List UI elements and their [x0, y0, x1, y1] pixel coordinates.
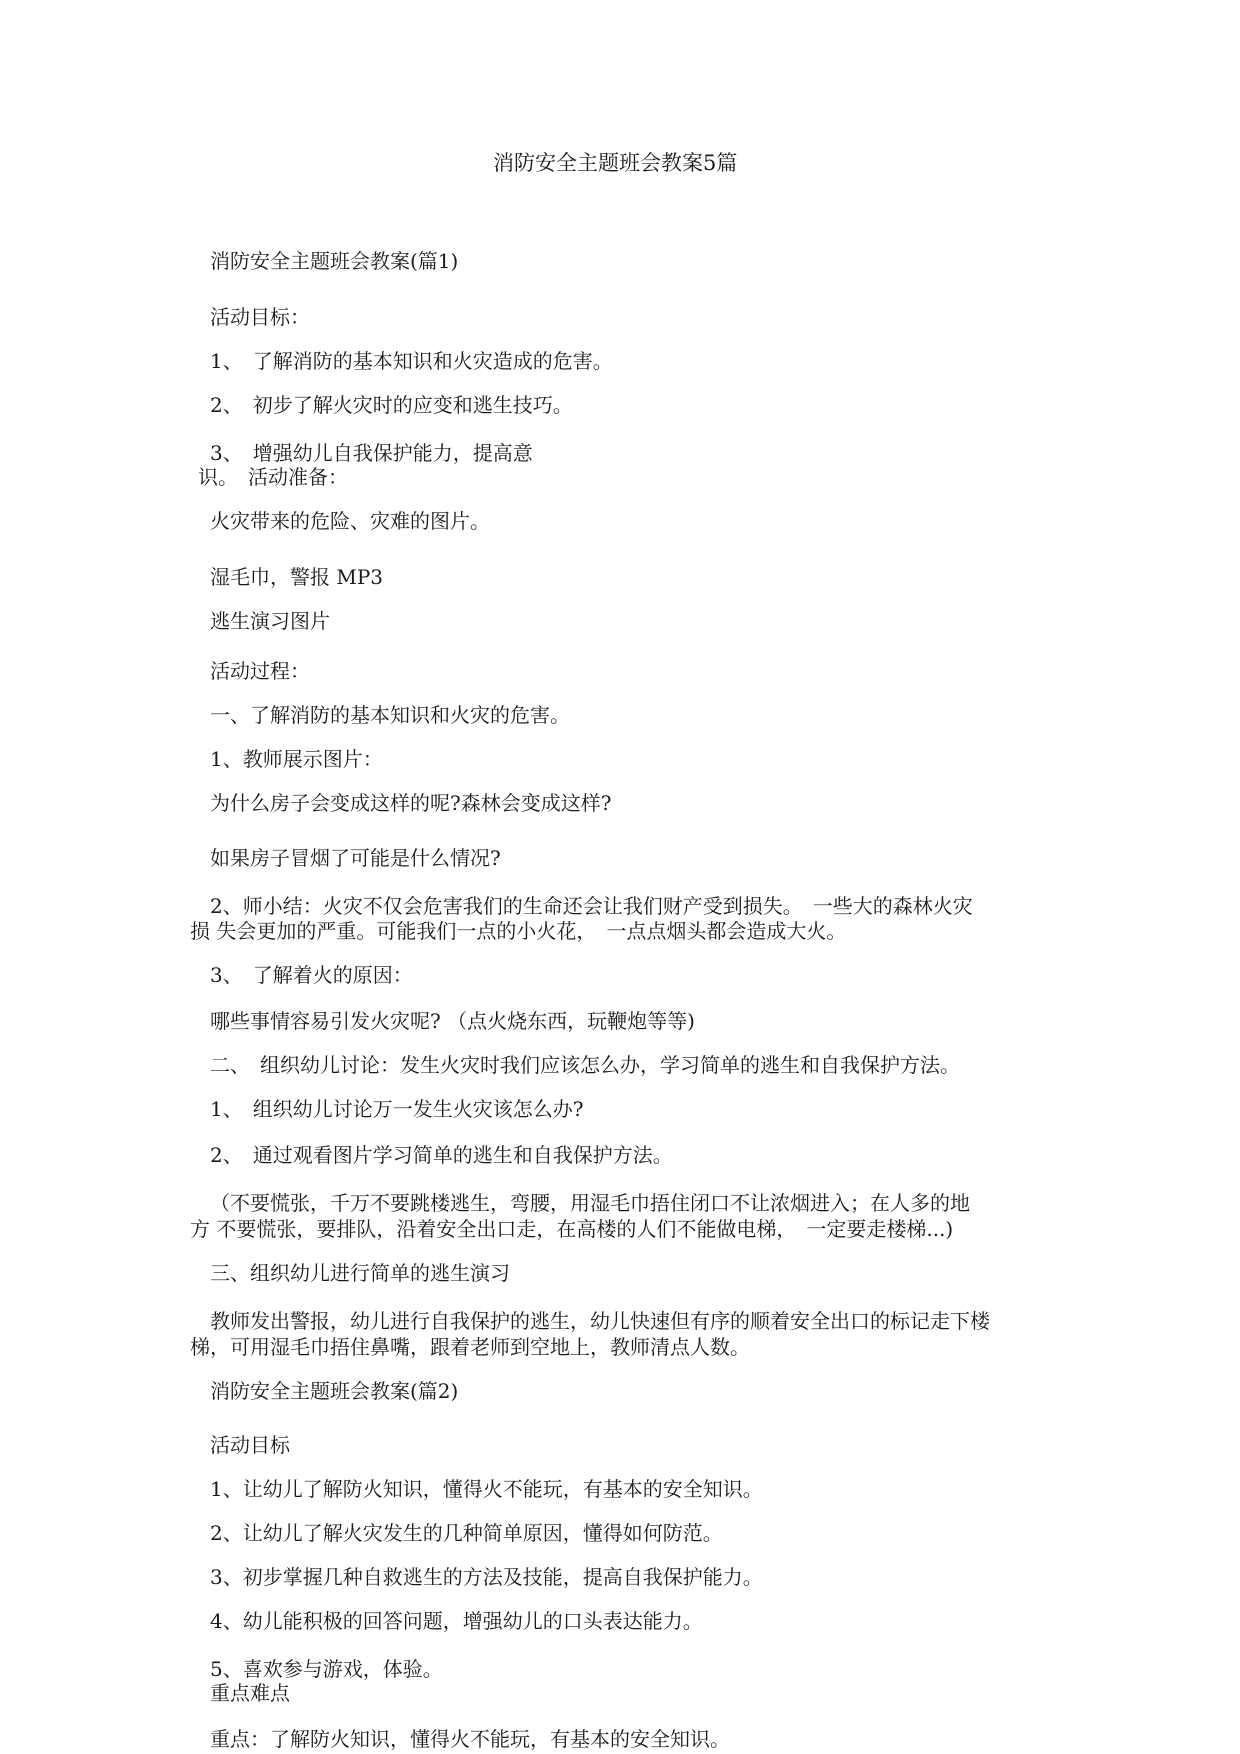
paragraph: 活动目标：	[210, 305, 310, 329]
paragraph: 如果房子冒烟了可能是什么情况?	[210, 846, 501, 870]
list-item: 1、 组织幼儿讨论万一发生火灾该怎么办?	[210, 1097, 584, 1121]
paragraph: 2、师小结：火灾不仅会危害我们的生命还会让我们财产受到损失。 一些大的森林火灾	[210, 894, 973, 918]
paragraph: 活动过程：	[210, 659, 310, 683]
list-item: 1、让幼儿了解防火知识，懂得火不能玩，有基本的安全知识。	[210, 1477, 763, 1501]
paragraph: 重点：了解防火知识，懂得火不能玩，有基本的安全知识。	[210, 1727, 730, 1751]
section-heading: 消防安全主题班会教案(篇1)	[210, 249, 459, 273]
paragraph: 1、教师展示图片：	[210, 747, 383, 771]
paragraph: 损 失会更加的严重。可能我们一点的小火花， 一点点烟头都会造成大火。	[190, 919, 847, 943]
paragraph: 逃生演习图片	[210, 609, 330, 633]
list-item: 1、 了解消防的基本知识和火灾造成的危害。	[210, 349, 613, 373]
paragraph: 重点难点	[210, 1681, 290, 1705]
paragraph: 识。 活动准备：	[198, 465, 348, 489]
paragraph: 三、组织幼儿进行简单的逃生演习	[210, 1261, 510, 1285]
paragraph: 火灾带来的危险、灾难的图片。	[210, 509, 490, 533]
list-item: 4、幼儿能积极的回答问题，增强幼儿的口头表达能力。	[210, 1609, 703, 1633]
list-item: 2、让幼儿了解火灾发生的几种简单原因，懂得如何防范。	[210, 1521, 723, 1545]
list-item: 3、初步掌握几种自救逃生的方法及技能，提高自我保护能力。	[210, 1565, 763, 1589]
list-item: 3、 增强幼儿自我保护能力，提高意	[210, 441, 533, 465]
list-item: 2、 通过观看图片学习简单的逃生和自我保护方法。	[210, 1143, 673, 1167]
list-item: 5、喜欢参与游戏，体验。	[210, 1657, 443, 1681]
paragraph: 3、 了解着火的原因：	[210, 963, 413, 987]
paragraph: 哪些事情容易引发火灾呢? （点火烧东西，玩鞭炮等等)	[210, 1009, 695, 1033]
paragraph: 一、了解消防的基本知识和火灾的危害。	[210, 703, 570, 727]
paragraph: 二、 组织幼儿讨论：发生火灾时我们应该怎么办，学习简单的逃生和自我保护方法。	[210, 1053, 960, 1077]
list-item: 2、 初步了解火灾时的应变和逃生技巧。	[210, 393, 573, 417]
paragraph: 为什么房子会变成这样的呢?森林会变成这样?	[210, 791, 612, 815]
document-title: 消防安全主题班会教案5篇	[493, 151, 738, 175]
section-heading: 消防安全主题班会教案(篇2)	[210, 1379, 459, 1403]
paragraph: 梯，可用湿毛巾捂住鼻嘴，跟着老师到空地上，教师清点人数。	[190, 1335, 750, 1359]
paragraph: 方 不要慌张，要排队，沿着安全出口走，在高楼的人们不能做电梯， 一定要走楼梯...)	[190, 1217, 954, 1241]
paragraph: （不要慌张，千万不要跳楼逃生，弯腰，用湿毛巾捂住闭口不让浓烟进入；在人多的地	[210, 1191, 970, 1215]
paragraph: 活动目标	[210, 1433, 290, 1457]
paragraph: 湿毛巾，警报 MP3	[210, 565, 384, 589]
paragraph: 教师发出警报，幼儿进行自我保护的逃生，幼儿快速但有序的顺着安全出口的标记走下楼	[210, 1309, 990, 1333]
